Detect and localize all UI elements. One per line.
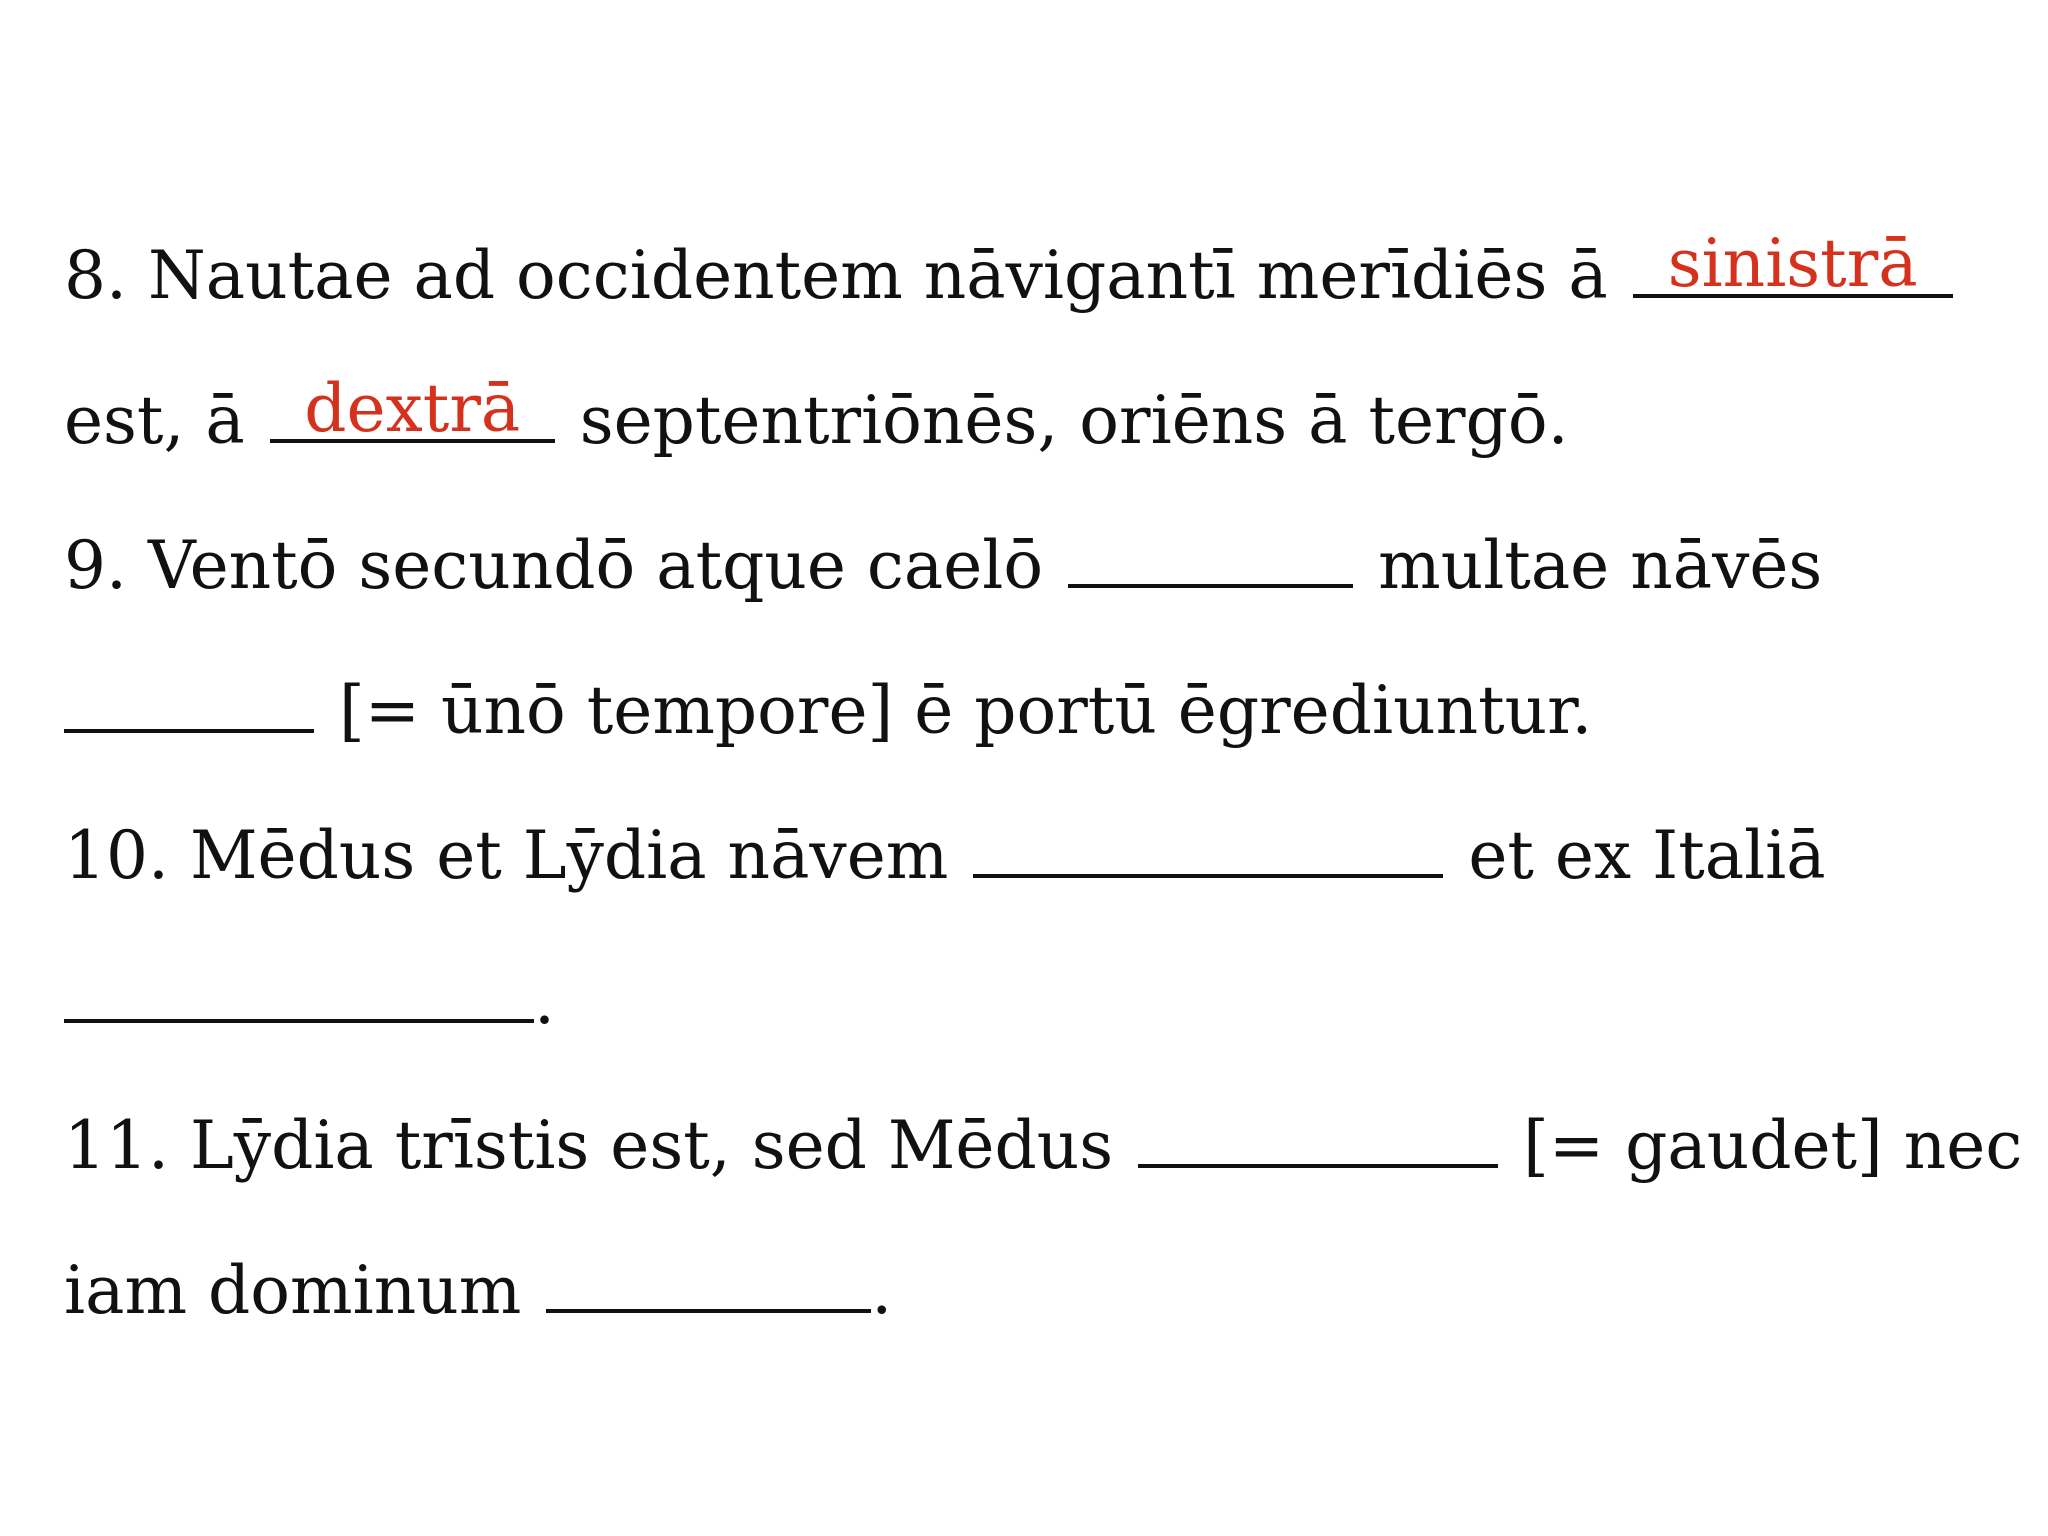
filled-answer: dextrā [304, 370, 521, 447]
exercise-text: et ex Italiā [1468, 817, 1826, 894]
exercise-number: 9. [64, 527, 127, 604]
exercise-text: septentriōnēs, oriēns ā tergō. [579, 382, 1569, 459]
answer-blank[interactable] [1633, 225, 1953, 302]
exercise-text: multae nāvēs [1378, 527, 1823, 604]
exercise-text: Nautae ad occidentem nāvigantī merīdiēs ā [147, 237, 1608, 314]
exercise-9-line-1 [64, 520, 1822, 606]
filled-answer: sinistrā [1667, 225, 1918, 302]
sentence-period: . [871, 1252, 893, 1329]
answer-blank[interactable] [64, 955, 534, 1023]
exercise-text: Mēdus et Lȳdia nāvem [189, 817, 949, 894]
exercise-number: 8. [64, 237, 127, 314]
answer-blank[interactable] [270, 370, 555, 447]
sentence-period: . [534, 962, 555, 1039]
answer-blank[interactable] [64, 665, 314, 733]
answer-blank[interactable] [1068, 520, 1353, 588]
answer-blank[interactable] [546, 1245, 871, 1313]
exercise-text: iam dominum [64, 1252, 522, 1329]
exercise-text: [= gaudet] nec [1523, 1107, 2023, 1184]
exercise-text: [= ūnō tempore] ē portū ēgrediuntur. [338, 672, 1593, 749]
exercise-10-line-1 [64, 810, 1826, 896]
exercise-11-line-1 [64, 1100, 2022, 1186]
exercise-8-line-1 [64, 225, 1957, 316]
exercise-number: 10. [64, 817, 169, 894]
exercise-number: 11. [64, 1107, 169, 1184]
exercise-text: Ventō secundō atque caelō [147, 527, 1044, 604]
exercise-9-line-2 [64, 665, 1592, 751]
answer-blank[interactable] [1138, 1100, 1498, 1168]
exercise-text: Lȳdia trīstis est, sed Mēdus [189, 1107, 1114, 1184]
exercise-10-line-2 [64, 955, 555, 1041]
exercise-text: est, ā [64, 382, 245, 459]
answer-blank[interactable] [973, 810, 1443, 878]
exercise-11-line-2 [64, 1245, 892, 1331]
exercise-8-line-2 [64, 370, 1569, 461]
